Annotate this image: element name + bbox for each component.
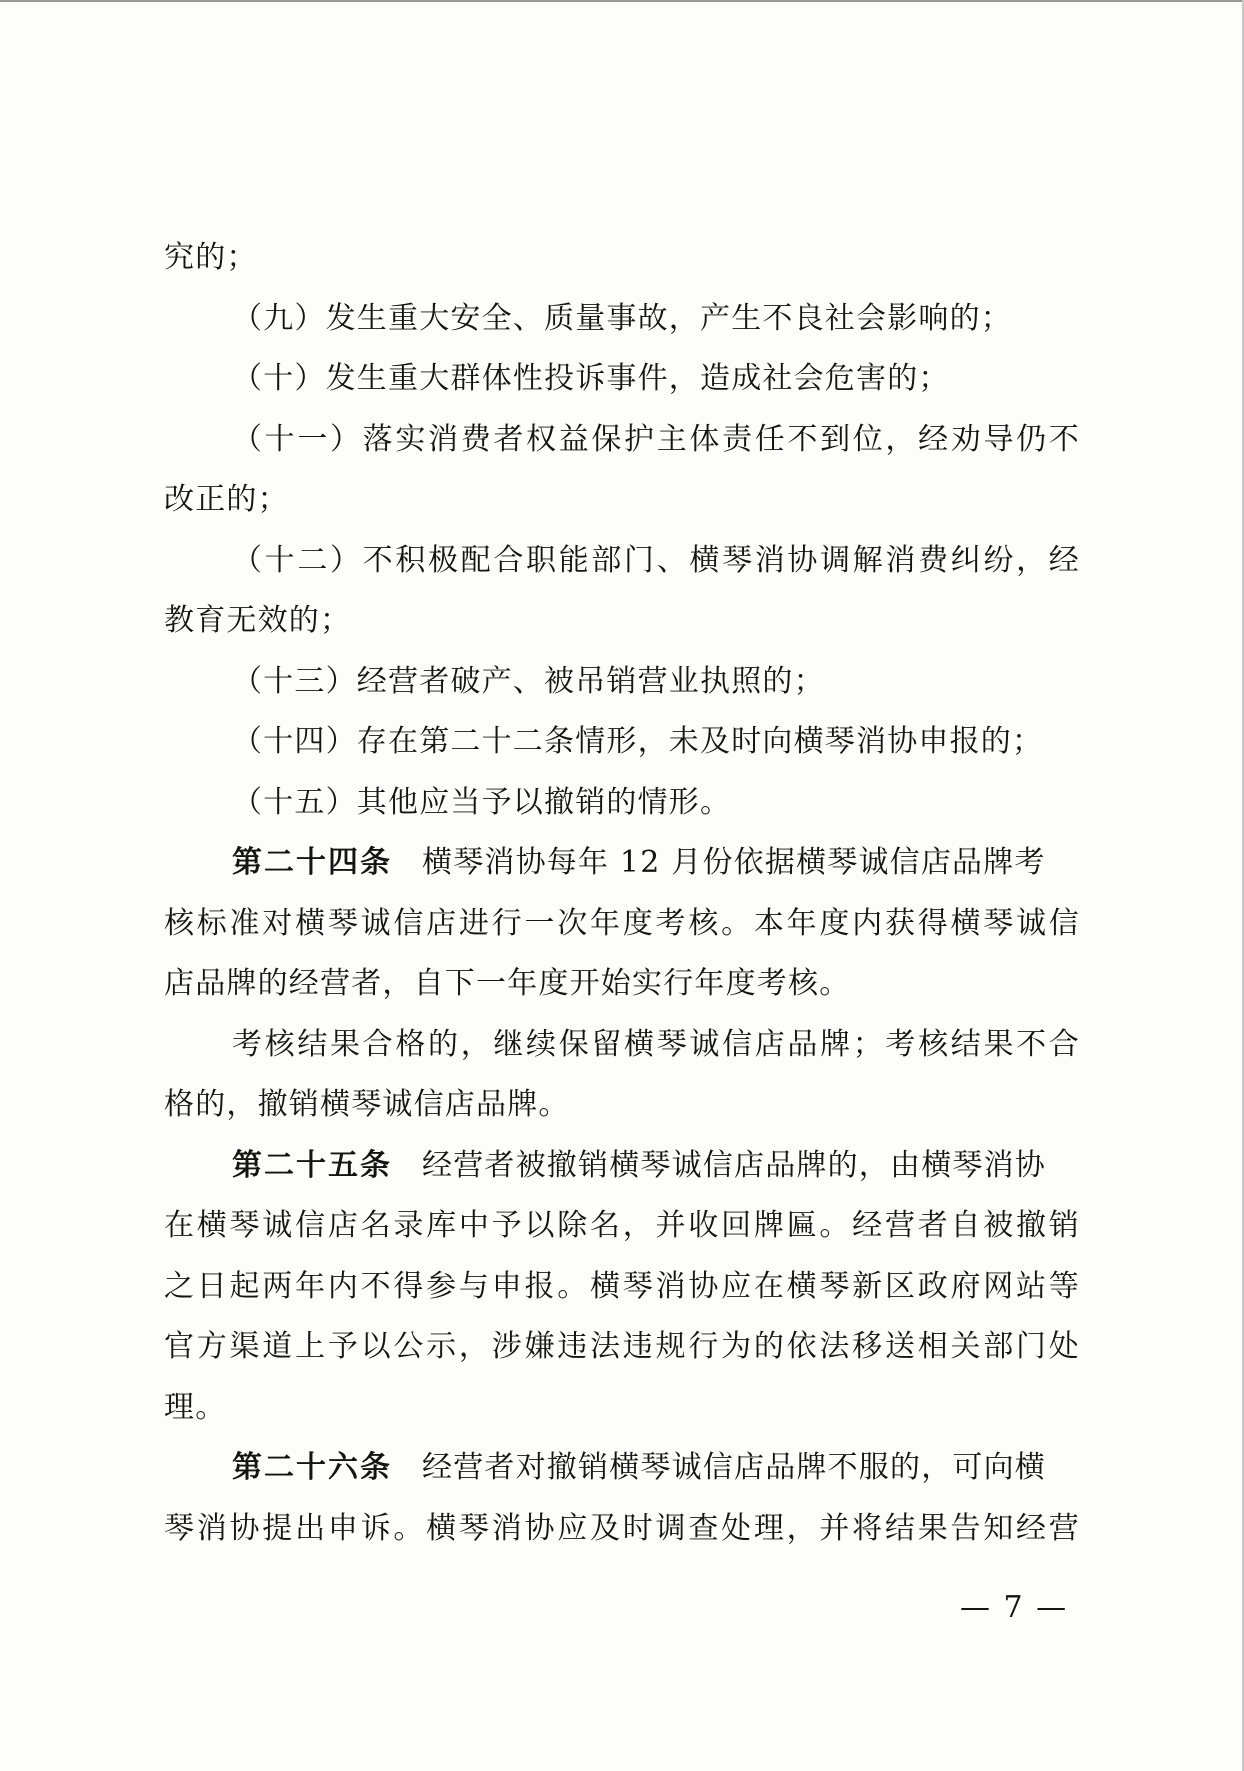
text-line: （十一）落实消费者权益保护主体责任不到位，经劝导仍不 — [232, 421, 1080, 457]
text-line: 考核结果合格的，继续保留横琴诚信店品牌；考核结果不合 — [232, 1026, 1080, 1062]
article-24-heading: 第二十四条 — [232, 845, 392, 880]
page-number: — 7 — — [960, 1590, 1069, 1625]
text-line: 官方渠道上予以公示，涉嫌违法违规行为的依法移送相关部门处 — [164, 1329, 1080, 1364]
text-line: 店品牌的经营者，自下一年度开始实行年度考核。 — [164, 966, 851, 1001]
article-26-heading: 第二十六条 — [232, 1450, 392, 1485]
article-24-line — [164, 833, 1080, 894]
text-line: 理。 — [164, 1389, 227, 1425]
text-line: 究的； — [164, 240, 258, 275]
text-line: 格的，撤销横琴诚信店品牌。 — [164, 1087, 570, 1122]
article-25-heading: 第二十五条 — [232, 1147, 392, 1183]
text-line: （十五）其他应当予以撤销的情形。 — [232, 784, 732, 820]
article-25-line — [164, 1136, 1080, 1197]
document-body — [164, 228, 1080, 1559]
text-line: （十四）存在第二十二条情形，未及时向横琴消协申报的； — [232, 724, 1044, 759]
text-line: 横琴消协每年 12 月份依据横琴诚信店品牌考 — [422, 845, 1046, 880]
scan-border-top — [0, 0, 1244, 2]
text-line: （十）发生重大群体性投诉事件，造成社会危害的； — [232, 361, 950, 396]
text-line: 经营者对撤销横琴诚信店品牌不服的，可向横 — [422, 1450, 1046, 1485]
text-line: （十二）不积极配合职能部门、横琴消协调解消费纠纷，经 — [232, 542, 1080, 578]
text-line: 核标准对横琴诚信店进行一次年度考核。本年度内获得横琴诚信 — [164, 905, 1080, 941]
text-line: 教育无效的； — [164, 603, 352, 638]
text-line: 在横琴诚信店名录库中予以除名，并收回牌匾。经营者自被撤销 — [164, 1208, 1080, 1243]
text-line: 琴消协提出申诉。横琴消协应及时调查处理，并将结果告知经营 — [164, 1510, 1080, 1546]
article-26-line — [164, 1438, 1080, 1499]
text-line: （九）发生重大安全、质量事故，产生不良社会影响的； — [232, 300, 1012, 336]
text-line: 之日起两年内不得参与申报。横琴消协应在横琴新区政府网站等 — [164, 1268, 1080, 1304]
text-line: （十三）经营者破产、被吊销营业执照的； — [232, 663, 825, 699]
text-line: 经营者被撤销横琴诚信店品牌的，由横琴消协 — [422, 1147, 1046, 1183]
text-line: 改正的； — [164, 482, 289, 517]
